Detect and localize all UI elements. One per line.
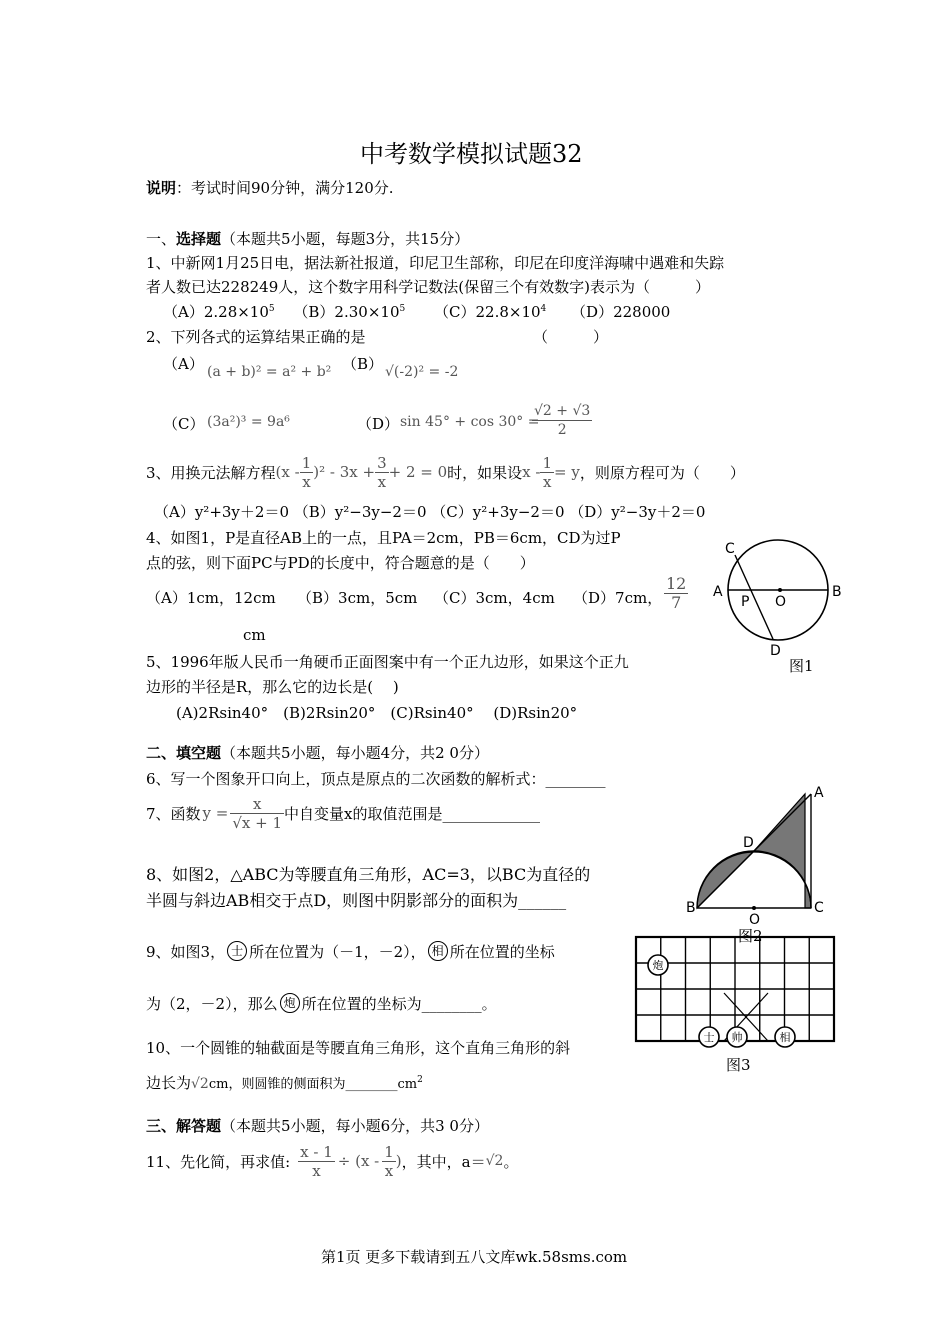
q2-b-label: （B）	[342, 355, 384, 373]
q10-line2-pre: 边长为	[146, 1074, 192, 1092]
q9-line2-pre: 为（2，－2），那么	[146, 994, 278, 1013]
q2-a-expr: (a + b)² = a² + b²	[207, 364, 332, 380]
section-1-header	[146, 228, 469, 249]
fig3-piece-shi	[699, 1027, 719, 1047]
q2-c-label: （C）	[163, 415, 205, 433]
q1-option-a-exp: 5	[268, 304, 275, 314]
exam-note	[146, 177, 394, 198]
fig3-shi-label: 士	[703, 1031, 715, 1044]
q3-frac1-den: x	[302, 472, 311, 491]
q4-option-c: （C）3cm，4cm	[434, 589, 555, 607]
q9-mid2: 所在位置的坐标	[449, 942, 555, 961]
note-text: ：考试时间90分钟，满分120分.	[176, 179, 394, 197]
q3-pre: 3、用换元法解方程	[146, 463, 276, 482]
fig1-center-dot	[778, 588, 782, 592]
q3-mid: 时，如果设	[447, 463, 523, 482]
q9-mid1: 所在位置为（－1，－2），	[249, 942, 426, 961]
q3-eq-part3: + 2 = 0	[388, 463, 448, 481]
q2-b-expr: √(-2)² = -2	[385, 364, 459, 380]
q3-stem	[146, 452, 745, 492]
section-1-name: 选择题	[176, 230, 222, 248]
q1-option-d: （D）228000	[571, 303, 671, 321]
q2-d-numerator: √2 + √3	[534, 403, 591, 419]
q11-frac2-den: x	[384, 1161, 394, 1180]
q4-d-denominator: 7	[671, 593, 682, 612]
fig1-caption: 图1	[789, 657, 814, 675]
section-2-number: 二、	[146, 744, 177, 762]
q1-line2: 者人数已达228249人，这个数字用科学记数法(保留三个有效数字)表示为（ ）	[146, 278, 710, 296]
q2-a-label: （A）	[163, 355, 204, 373]
q7-pre: 7、函数	[146, 804, 201, 823]
q4-option-b: （B）3cm，5cm	[297, 589, 418, 607]
q4-d-unit: cm	[243, 626, 266, 644]
q2-stem: 2、下列各式的运算结果正确的是	[146, 328, 366, 346]
q3-frac3-num: 1	[542, 453, 552, 472]
q3-frac2-num: 3	[377, 453, 387, 472]
q9-piece-xiang-icon: 相	[428, 941, 448, 961]
q9-piece-shi-icon: 士	[227, 941, 247, 961]
q4-option-a: （A）1cm，12cm	[146, 589, 276, 607]
q9-pre: 9、如图3，	[146, 942, 226, 961]
q11-value: √2	[485, 1153, 504, 1169]
fig1-label-o: O	[775, 594, 787, 610]
fig3-shuai-label: 帅	[731, 1031, 743, 1044]
q4-line2: 点的弦，则下面PC与PD的长度中，符合题意的是（ ）	[146, 554, 535, 572]
q1-option-a: （A）2.28×10	[163, 303, 269, 321]
q7-denominator: √x + 1	[232, 813, 283, 832]
fig3-piece-pao	[648, 955, 668, 975]
fig3-piece-shuai	[727, 1027, 747, 1047]
q1-options	[163, 301, 670, 322]
q7-numerator: x	[230, 795, 284, 814]
fig2-label-b: B	[686, 900, 696, 916]
q3-post: ，则原方程可为（ ）	[579, 463, 745, 482]
section-2-name: 填空题	[176, 744, 222, 762]
q5-line2: 边形的半径是R，那么它的边长是( )	[146, 678, 399, 696]
q11-close-paren: )	[395, 1152, 402, 1170]
q2-blank: （ ）	[533, 328, 609, 346]
figure-1	[708, 535, 848, 675]
q10-line2-exp: 2	[417, 1075, 423, 1085]
section-3-number: 三、	[146, 1117, 177, 1135]
fig2-caption: 图2	[738, 927, 763, 945]
fig2-center-dot	[752, 906, 756, 910]
section-1-desc: （本题共5小题，每题3分，共15分）	[221, 230, 470, 248]
q9-line2	[146, 988, 497, 1018]
q6: 6、写一个图象开口向上，顶点是原点的二次函数的解析式：________	[146, 770, 606, 788]
q8-line2: 半圆与斜边AB相交于点D，则图中阴影部分的面积为______	[146, 891, 567, 910]
fig1-label-p: P	[741, 594, 750, 610]
q2-d-fraction	[532, 402, 592, 439]
fig3-pao-label: 炮	[652, 959, 664, 972]
q10-radical: √2	[191, 1076, 209, 1092]
q11	[146, 1140, 518, 1182]
fig2-label-a: A	[814, 785, 824, 801]
fig3-caption: 图3	[726, 1056, 751, 1074]
q2-d-expr: sin 45° + cos 30° =	[400, 414, 540, 430]
q2-d-denominator: 2	[557, 422, 567, 438]
section-3-name: 解答题	[176, 1117, 222, 1135]
q2-c-expr: (3a²)³ = 9a⁶	[207, 414, 290, 430]
q5-line1: 5、1996年版人民币一角硬币正面图案中有一个正九边形，如果这个正九	[146, 653, 629, 671]
page-footer: 第1页 更多下载请到五八文库wk.58sms.com	[321, 1248, 628, 1266]
q2-d-label: （D）	[357, 415, 400, 433]
fig3-xiang-label: 相	[779, 1031, 791, 1044]
fig2-label-o: O	[749, 912, 761, 928]
q3-sub-part2: = y	[554, 463, 580, 481]
q3-sub-part1: x -	[522, 463, 541, 481]
q1-option-c: （C）22.8×10	[434, 303, 541, 321]
q7-lhs: y =	[202, 804, 229, 822]
q11-frac1-num: x - 1	[300, 1142, 333, 1161]
q11-post: ，其中，a＝	[401, 1152, 486, 1171]
q3-frac2-den: x	[377, 472, 387, 491]
q4-d-fraction	[664, 575, 688, 612]
q11-end: 。	[503, 1152, 519, 1171]
q3-eq-part2: )² - 3x +	[313, 463, 376, 481]
q7	[146, 792, 540, 834]
fig1-label-a: A	[713, 584, 723, 600]
q4-line1: 4、如图1，P是直径AB上的一点，且PA＝2cm，PB＝6cm，CD为过P	[146, 529, 621, 547]
section-1-number: 一、	[146, 230, 177, 248]
q1-option-b-exp: 5	[399, 304, 406, 314]
q11-frac1-den: x	[312, 1161, 321, 1180]
q3-eq-part1: (x -	[275, 463, 300, 481]
q1-option-c-exp: 4	[540, 304, 547, 314]
q8-line1: 8、如图2，△ABC为等腰直角三角形，AC=3，以BC为直径的	[146, 865, 591, 884]
fig3-piece-xiang	[775, 1027, 795, 1047]
page-title: 中考数学模拟试题32	[360, 140, 583, 168]
q11-frac2-num: 1	[384, 1142, 394, 1161]
section-2-desc: （本题共5小题，每小题4分，共2 0分）	[221, 744, 489, 762]
note-label: 说明	[146, 179, 177, 197]
q3-frac1-num: 1	[301, 453, 312, 472]
q4-option-d: （D）7cm，	[573, 589, 663, 607]
fig2-label-d: D	[743, 835, 754, 851]
q10-line2	[146, 1072, 423, 1093]
section-3-header	[146, 1115, 489, 1136]
q10-line2-mid: cm，则圆锥的侧面积为________cm	[208, 1077, 418, 1092]
q1-line1: 1、中新网1月25日电，据法新社报道，印尼卫生部称，印尼在印度洋海啸中遇难和失踪	[146, 254, 725, 272]
fig1-label-b: B	[832, 584, 842, 600]
q9-line2-post: 所在位置的坐标为________。	[301, 994, 497, 1013]
q11-pre: 11、先化简，再求值:	[146, 1152, 291, 1171]
fig1-label-d: D	[770, 643, 781, 659]
q5-options: (A)2Rsin40° (B)2Rsin20° (C)Rsin40° (D)Rsin20°	[176, 704, 578, 722]
fig2-label-c: C	[814, 900, 824, 916]
q4-d-numerator: 12	[666, 574, 687, 593]
fig1-label-c: C	[725, 541, 735, 557]
figure-2	[683, 780, 833, 940]
q10-line1: 10、一个圆锥的轴截面是等腰直角三角形，这个直角三角形的斜	[146, 1039, 571, 1057]
q11-operator: ÷ (x -	[337, 1152, 380, 1170]
q9-piece-pao-icon: 炮	[280, 993, 300, 1013]
figure-3	[634, 934, 836, 1054]
section-3-desc: （本题共5小题，每小题6分，共3 0分）	[221, 1117, 489, 1135]
q9-line1	[146, 936, 555, 966]
q3-frac3-den: x	[542, 472, 552, 491]
q7-post: 中自变量x的取值范围是_____________	[284, 804, 540, 823]
q1-option-b: （B）2.30×10	[293, 303, 400, 321]
q3-options: （A）y²+3y＋2＝0 （B）y²−3y−2＝0 （C）y²+3y−2＝0 （D）y²−3y＋2＝0	[154, 503, 706, 521]
section-2-header	[146, 742, 489, 763]
